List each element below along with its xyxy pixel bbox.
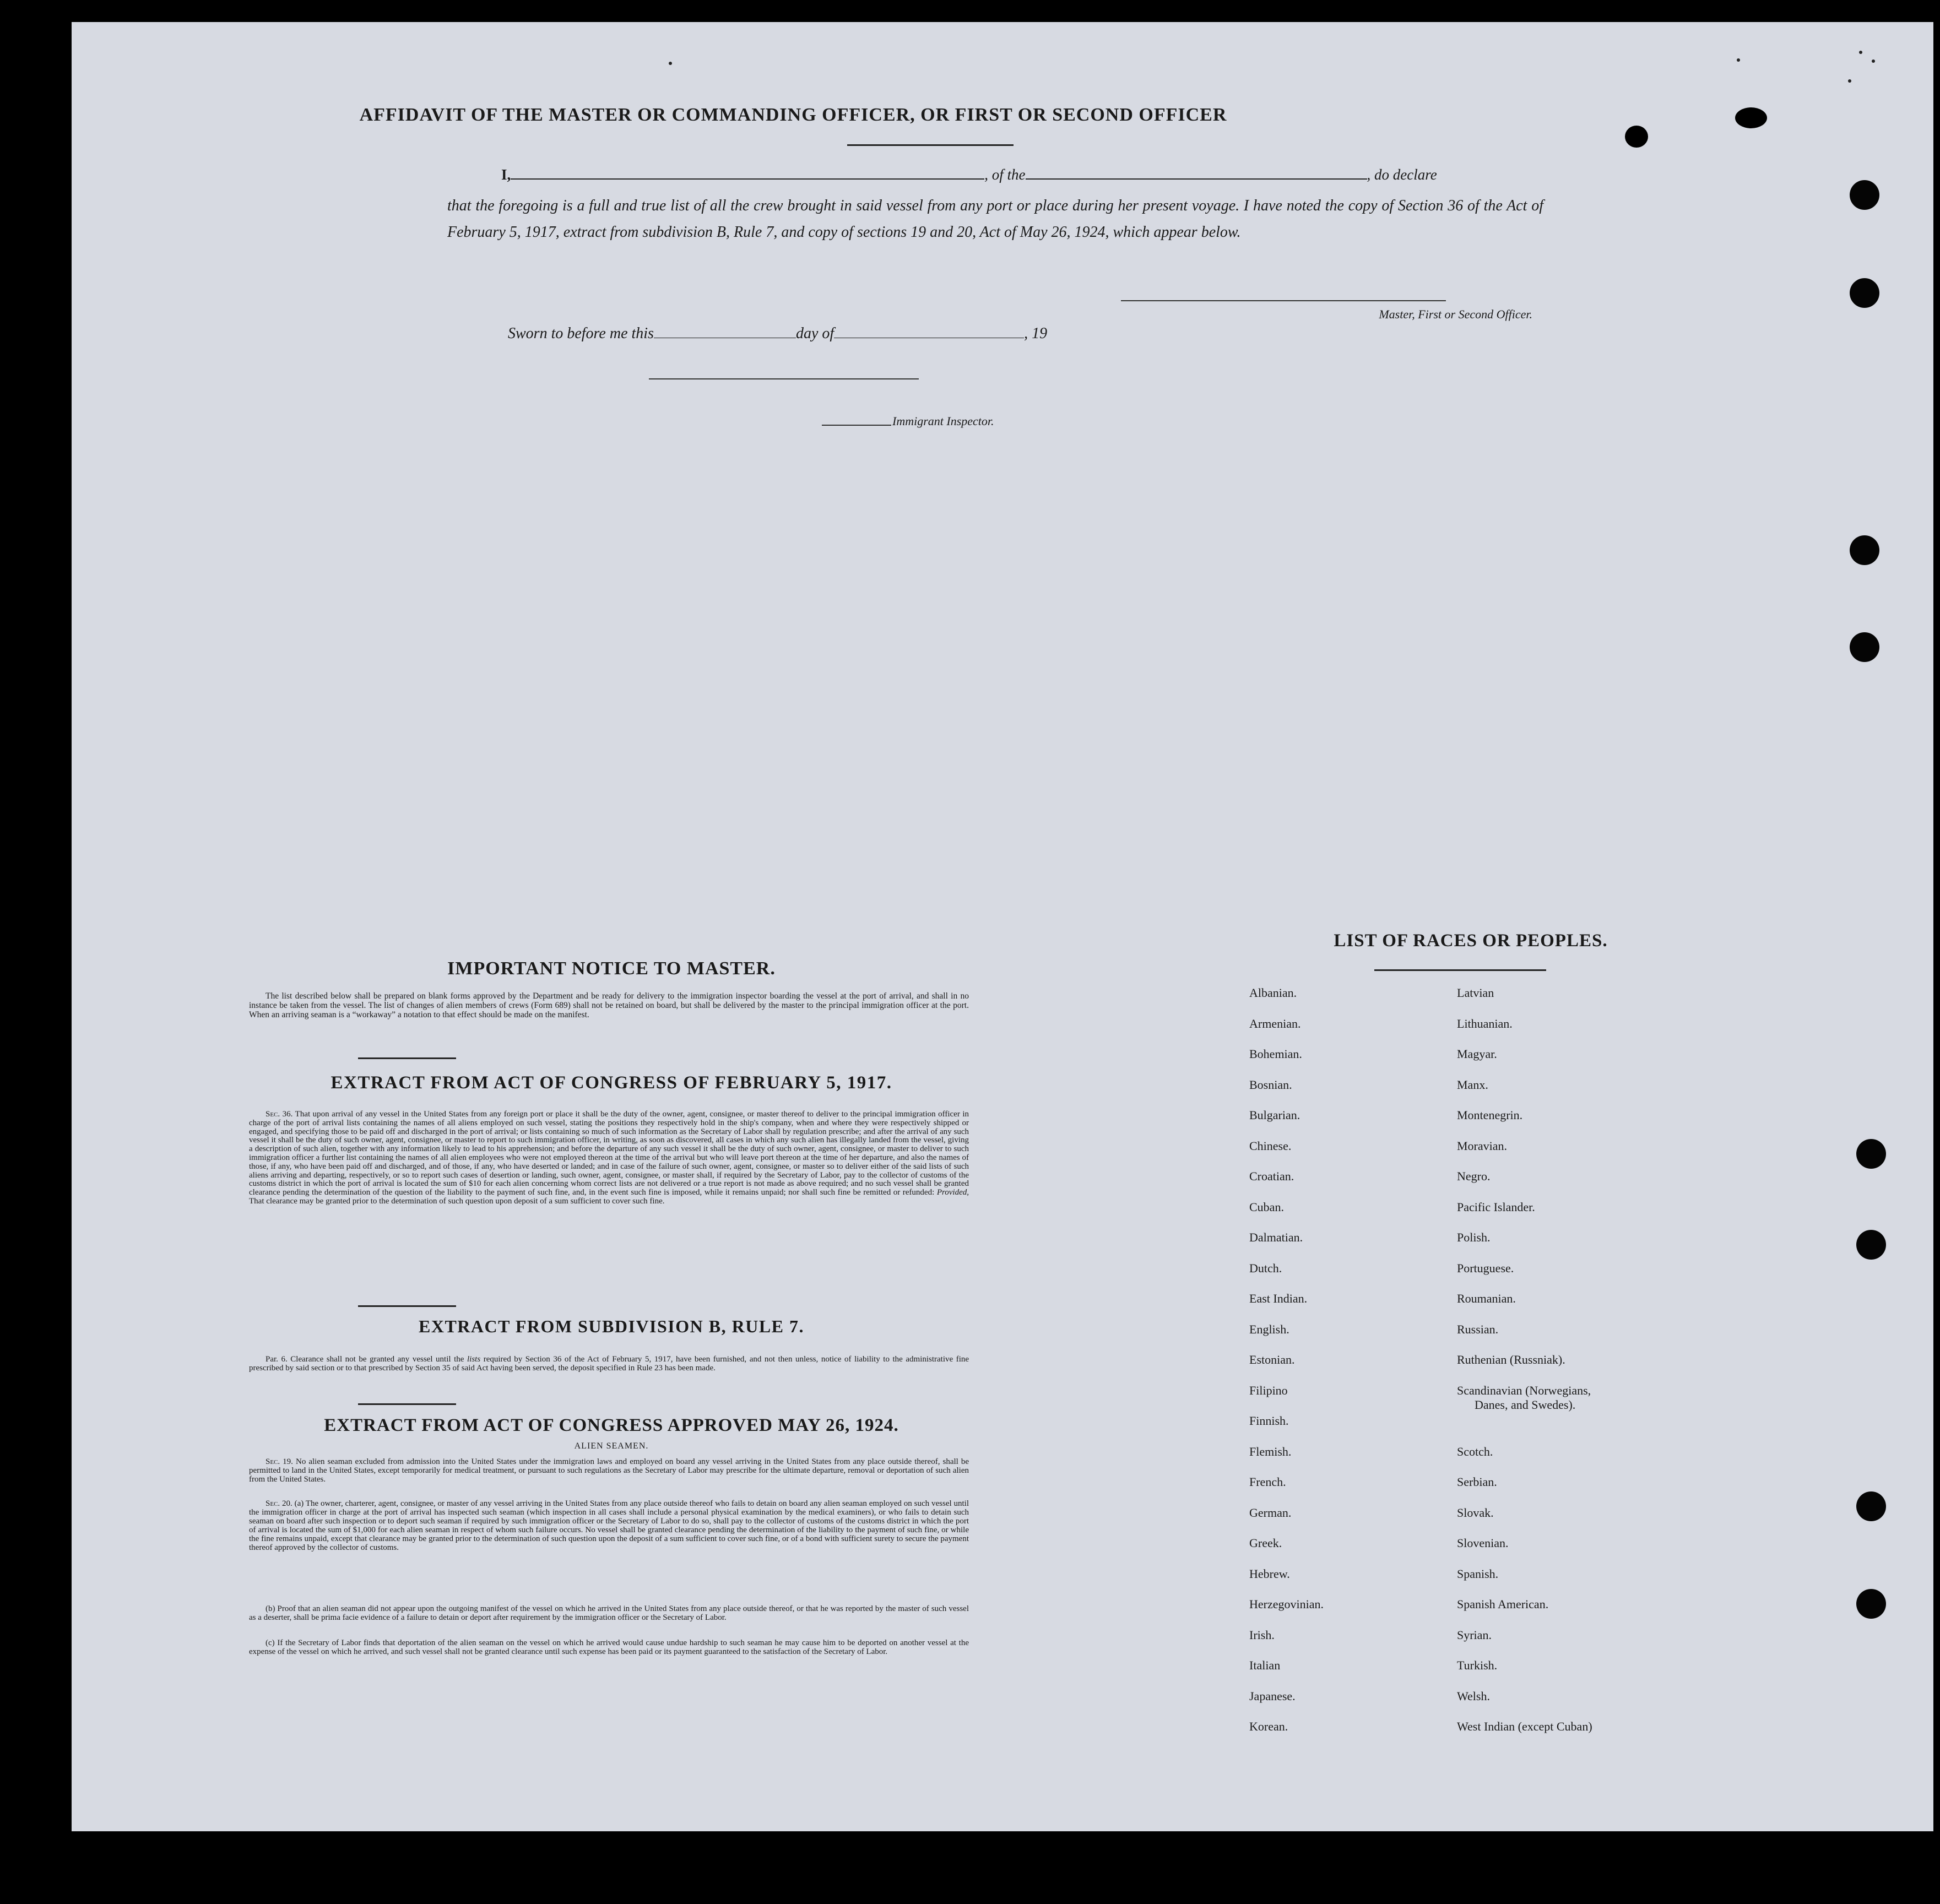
race-item: Bosnian. bbox=[1249, 1077, 1292, 1092]
punch-hole-icon bbox=[1850, 180, 1879, 210]
sec-36-body: That upon arrival of any vessel in the United States from any foreign port or place it shall be the duty of the owner, agent, consignee, or master thereof to deliver to the principal immigration officer in charge of the port of arrival lists containing the names of all aliens employed on such vessel, stating the positions they respectively hold in the ship's company, when and where they were respectively shipped or engaged, and specifying those to be paid off and discharged in the port of arrival; or lists containing so much of such information as the Secretary of Labor shall by regulation prescribe; and after the arrival of any such vessel it shall be the duty of such owner, agent, consignee, or master to report to such immigration officer, in writing, as soon as discovered, all cases in which any such alien has illegally landed from the vessel, giving a description of such alien, together with any information likely to lead to his apprehension; and before the departure of any such vessel it shall be the duty of such owner, agent, consignee, or master to deliver to such immigration officer a further list containing the names of all alien employees who were not employed thereon at the time of the arrival but who will leave port thereon at the time of her departure, and also the names of those, if any, who have been paid off and discharged, and of those, if any, who have deserted or landed; and in case of the failure of such owner, agent, consignee, or master so to deliver either of the said lists of such aliens arriving and departing, respectively, or so to report such cases of desertion or landing, such owner, agent, consignee, or master shall, if required by the Secretary of Labor, pay to the collector of customs of the customs district in which the port of arrival is located the sum of $10 for each alien concerning whom correct lists are not delivered or a true report is not made as above required; and no such vessel shall be granted clearance pending the determination of the question of the liability to the payment of such fine, and, in the event such fine is imposed, while it remains unpaid; nor shall such fine be remitted or refunded: bbox=[249, 1110, 969, 1197]
races-column-2 bbox=[1457, 986, 1710, 1750]
race-item: Serbian. bbox=[1457, 1475, 1497, 1489]
section-20-text bbox=[249, 1499, 969, 1552]
sec-19-body: No alien seaman excluded from admission into the United States under the immigration laws and employed on board any vessel arriving in the United States from any place outside thereof, shall be permitted to land in the United States, except temporarily for medical treatment, or pursuant to such regulations as the Secretary of Labor may prescribe for the ultimate departure, removal or deportation of such alien from the United States. bbox=[249, 1457, 969, 1484]
of-the-label: , of the bbox=[984, 166, 1026, 183]
race-item: Polish. bbox=[1457, 1230, 1491, 1244]
race-item: Flemish. bbox=[1249, 1444, 1292, 1458]
race-item: Chinese. bbox=[1249, 1138, 1292, 1153]
race-item: Greek. bbox=[1249, 1536, 1282, 1550]
paragraph-c-text: (c) If the Secretary of Labor finds that deportation of the alien seaman on the vessel on which he arrived would cause undue hardship to such seaman he may cause him to be deported on another vessel at the expense of the vessel on which he arrived, and such vessel shall not be granted clearance until such expense has been paid or its payment guaranteed to the satisfaction of the Secretary of Labor. bbox=[249, 1639, 969, 1656]
race-item: Montenegrin. bbox=[1457, 1108, 1523, 1122]
race-item: Turkish. bbox=[1457, 1658, 1498, 1672]
race-item: Magyar. bbox=[1457, 1047, 1497, 1061]
section-36-text bbox=[249, 1110, 969, 1206]
lists-word: lists bbox=[467, 1355, 481, 1364]
year-label: , 19 bbox=[1024, 325, 1048, 342]
race-item: French. bbox=[1249, 1475, 1286, 1489]
race-item: Scotch. bbox=[1457, 1444, 1493, 1458]
par-6-body-1: Clearance shall not be granted any vessel until the bbox=[290, 1355, 464, 1364]
race-item-continuation: Danes, and Swedes). bbox=[1475, 1397, 1576, 1412]
race-item: Welsh. bbox=[1457, 1689, 1490, 1703]
section-divider bbox=[358, 1403, 456, 1405]
races-title: LIST OF RACES OR PEOPLES. bbox=[1334, 931, 1608, 951]
extract-1924-title: EXTRACT FROM ACT OF CONGRESS APPROVED MAY 26, 1924. bbox=[324, 1415, 899, 1435]
race-item: Ruthenian (Russniak). bbox=[1457, 1353, 1565, 1366]
day-of-label: day of bbox=[795, 325, 834, 342]
race-item: Herzegovinian. bbox=[1249, 1597, 1324, 1611]
race-item: Finnish. bbox=[1249, 1414, 1289, 1428]
declaration-body: that the foregoing is a full and true list of all the crew brought in said vessel from any port or place during her present voyage. I have noted the copy of Section 36 of the Act of February 5, 1917, extract from subdivision B, Rule 7, and copy of sections 19 and 20, Act of May 26, 1924, which appear below. bbox=[447, 197, 1543, 241]
proviso-label: Provided, bbox=[936, 1188, 969, 1197]
race-item-text: Scandinavian (Norwegians, bbox=[1457, 1383, 1591, 1397]
race-item: Korean. bbox=[1249, 1719, 1288, 1733]
vessel-blank[interactable] bbox=[1026, 166, 1367, 180]
alien-seamen-subtitle: ALIEN SEAMEN. bbox=[574, 1441, 649, 1451]
ink-blot-icon bbox=[1625, 126, 1648, 148]
race-item: Filipino bbox=[1249, 1383, 1288, 1397]
race-item: Slovenian. bbox=[1457, 1536, 1509, 1550]
proviso-text: That clearance may be granted prior to the determination of such question upon deposit of a sum sufficient to cover such fine. bbox=[249, 1196, 665, 1206]
punch-hole-icon bbox=[1850, 278, 1879, 308]
sec-20-body: (a) The owner, charterer, agent, consignee, or master of any vessel arriving in the United States from any place outside thereof who fails to detain on board any alien seaman employed on such vessel until the immigration officer in charge at the port of arrival has inspected such seaman (which inspection in all cases shall include a personal physical examination by the medical examiners), or who fails to detain such seaman on board after such inspection or to deport such seaman if required by such immigration officer or the Secretary of Labor to do so, shall pay to the collector of customs of the customs district in which the port of arrival is located the sum of $1,000 for each alien seaman in respect of whom such failure occurs. No vessel shall be granted clearance pending the determination of the liability to the payment of such fine, or while the fine remains unpaid, except that clearance may be granted prior to the determination of such question upon the deposit of a sum sufficient to cover such fine, or of a bond with sufficient surety to secure the payment thereof approved by the collector of customs. bbox=[249, 1499, 969, 1552]
sworn-label: Sworn to before me this bbox=[508, 325, 654, 342]
inspector-caption bbox=[892, 414, 1168, 428]
par-6-label: Par. 6. bbox=[265, 1355, 288, 1364]
race-item: Spanish American. bbox=[1457, 1597, 1549, 1611]
paragraph-b-text: (b) Proof that an alien seaman did not appear upon the outgoing manifest of the vessel on which he arrived in the United States from any place outside thereof, or that he was reported by the master of such vessel as a deserter, shall be prima facie evidence of a failure to detain or deport after requirement by the immigration officer or the Secretary of Labor. bbox=[249, 1604, 969, 1622]
race-item: Japanese. bbox=[1249, 1689, 1296, 1703]
sec-19-label: Sec. 19. bbox=[265, 1457, 293, 1466]
inspector-caption-text: Immigrant Inspector. bbox=[892, 414, 994, 428]
document-page bbox=[72, 22, 1933, 1831]
race-item: West Indian (except Cuban) bbox=[1457, 1719, 1592, 1733]
race-item: Bohemian. bbox=[1249, 1047, 1302, 1061]
race-item: Syrian. bbox=[1457, 1628, 1492, 1642]
declaration-line bbox=[501, 166, 1542, 183]
master-signature-line[interactable] bbox=[1121, 300, 1446, 301]
sworn-day-blank[interactable] bbox=[654, 326, 796, 338]
notice-body: The list described below shall be prepared on blank forms approved by the Department and be ready for delivery to the immigration inspector boarding the vessel at the port of arrival, and shall in no instance be taken from the vessel. The list of changes of alien members of crews (Form 689) shall not be retained on board, but shall be delivered by the master to the principal immigration officer at the port. When an arriving seaman is a “workaway” a notation to that effect should be made on the manifest. bbox=[249, 991, 969, 1019]
race-item: Russian. bbox=[1457, 1322, 1499, 1336]
section-divider bbox=[358, 1305, 456, 1307]
title-underline bbox=[847, 144, 1014, 146]
master-caption: Master, First or Second Officer. bbox=[1379, 307, 1532, 321]
race-item: Irish. bbox=[1249, 1628, 1275, 1642]
inspector-signature-line[interactable] bbox=[649, 378, 919, 379]
race-item: Portuguese. bbox=[1457, 1261, 1514, 1275]
race-item: Roumanian. bbox=[1457, 1292, 1516, 1305]
extract-rule7-title: EXTRACT FROM SUBDIVISION B, RULE 7. bbox=[418, 1316, 804, 1336]
race-item: Dalmatian. bbox=[1249, 1230, 1303, 1244]
race-item: Cuban. bbox=[1249, 1200, 1284, 1214]
punch-hole-icon bbox=[1856, 1230, 1886, 1260]
par-6-text bbox=[249, 1355, 969, 1373]
i-label: I, bbox=[501, 166, 511, 183]
race-item: Pacific Islander. bbox=[1457, 1200, 1535, 1214]
par-6-body-2: required by Section 36 of the Act of February 5, 1917, have been furnished, and not then unless, notice of liability to the administrative fine prescribed by said section or to that prescribed by Section 35 of said Act having been served, the deposit specified in Rule 23 has been made. bbox=[249, 1355, 969, 1373]
section-19-text bbox=[249, 1457, 969, 1484]
race-item: Spanish. bbox=[1457, 1566, 1499, 1581]
race-item: Lithuanian. bbox=[1457, 1016, 1513, 1030]
speck-icon bbox=[669, 62, 672, 65]
punch-hole-icon bbox=[1856, 1491, 1886, 1521]
speck-icon bbox=[1737, 58, 1740, 62]
race-item: Negro. bbox=[1457, 1169, 1491, 1183]
race-item: Albanian. bbox=[1249, 986, 1297, 1000]
race-item: Manx. bbox=[1457, 1077, 1488, 1092]
race-item: Latvian bbox=[1457, 986, 1494, 1000]
race-item: English. bbox=[1249, 1322, 1289, 1336]
race-item: Moravian. bbox=[1457, 1138, 1508, 1153]
punch-hole-icon bbox=[1856, 1139, 1886, 1169]
race-item: Slovak. bbox=[1457, 1505, 1494, 1520]
race-item: German. bbox=[1249, 1505, 1292, 1520]
inspector-caption-lead bbox=[822, 425, 891, 426]
punch-hole-icon bbox=[1856, 1589, 1886, 1619]
speck-icon bbox=[1872, 59, 1875, 63]
speck-icon bbox=[1859, 51, 1862, 54]
sec-20-label: Sec. 20. bbox=[265, 1499, 292, 1508]
section-divider bbox=[358, 1057, 456, 1059]
do-declare-label: , do declare bbox=[1367, 166, 1437, 183]
sworn-line bbox=[508, 325, 1224, 343]
name-blank[interactable] bbox=[511, 166, 984, 180]
race-item: Armenian. bbox=[1249, 1016, 1301, 1030]
race-item: Hebrew. bbox=[1249, 1566, 1290, 1581]
sworn-month-blank[interactable] bbox=[834, 326, 1024, 338]
race-item: Croatian. bbox=[1249, 1169, 1294, 1183]
notice-title: IMPORTANT NOTICE TO MASTER. bbox=[447, 958, 776, 979]
sec-36-label: Sec. 36. bbox=[265, 1110, 293, 1119]
race-item: East Indian. bbox=[1249, 1292, 1308, 1305]
race-item: Estonian. bbox=[1249, 1353, 1295, 1366]
speck-icon bbox=[1848, 79, 1851, 83]
race-item: Italian bbox=[1249, 1658, 1281, 1672]
extract-1917-title: EXTRACT FROM ACT OF CONGRESS OF FEBRUARY 5, 1917. bbox=[330, 1073, 892, 1093]
ink-blot-icon bbox=[1735, 107, 1767, 128]
race-item: Dutch. bbox=[1249, 1261, 1282, 1275]
race-item: Bulgarian. bbox=[1249, 1108, 1300, 1122]
affidavit-title: AFFIDAVIT OF THE MASTER OR COMMANDING OFFICER, OR FIRST OR SECOND OFFICER bbox=[359, 105, 1227, 125]
race-item bbox=[1457, 1384, 1710, 1445]
races-title-underline bbox=[1374, 969, 1546, 971]
races-column-1 bbox=[1249, 986, 1448, 1750]
